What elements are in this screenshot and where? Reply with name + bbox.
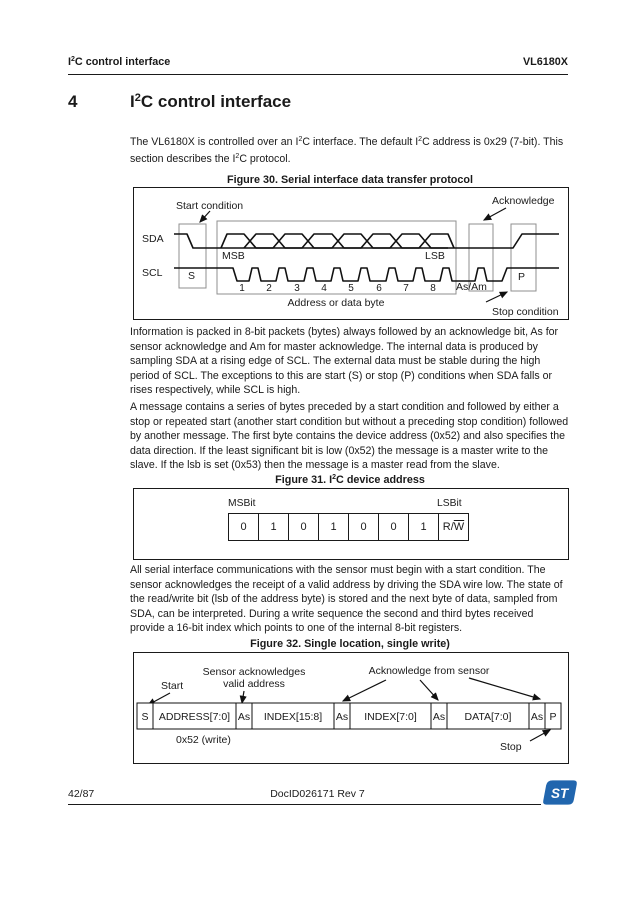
header-left-text: I (68, 56, 71, 68)
bit-number: 8 (430, 283, 436, 294)
scl-label: SCL (142, 267, 163, 279)
cell-as4-text: As (530, 711, 544, 723)
bit-number: 3 (294, 283, 300, 294)
sensor-ack-arrow (242, 691, 244, 703)
header-rule (68, 74, 568, 75)
cell-index-high-text: INDEX[15:8] (263, 711, 323, 723)
read-write-bit: R/ $\overline{W}$ (438, 513, 469, 541)
cell-as1-text: As (237, 711, 251, 723)
cell-index-low-text: INDEX[7:0] (364, 711, 417, 723)
bit-number: 6 (376, 283, 382, 294)
figure-30-caption: Figure 30. Serial interface data transfer protocol (226, 174, 473, 186)
address-bit: 1 (408, 513, 439, 541)
address-bit: 0 (228, 513, 259, 541)
section-title-rest: C control interface (140, 92, 292, 111)
addr-note-label: 0x52 (write) (176, 734, 231, 746)
figure-32 (133, 652, 569, 764)
figure-32-diagram (134, 653, 568, 763)
figure-32-caption: Figure 32. Single location, single write) (250, 638, 450, 650)
footer-rule (68, 804, 541, 805)
stop-condition-arrow (486, 292, 507, 302)
start-condition-label: Start condition (176, 200, 244, 212)
section-title-pre: I (130, 92, 135, 111)
scl-waveform (174, 268, 559, 281)
section-title (130, 92, 291, 112)
byte-box (217, 221, 456, 294)
bit-number: 4 (321, 283, 327, 294)
paragraph-message: A message contains a series of bytes preceded by a start condition and followed by either a stop or repeated start (another start condition but without a preceding stop condition) followed by another message. The first byte contains the device address (0x52) and also specifies the data direction. If the least significant bit is low (0x52) the message is a master write to the slave. If the lsb is set (0x53) then the message is a master read from the slave. (130, 401, 569, 471)
stop-condition-label: Stop condition (492, 306, 559, 318)
bit-number: 5 (348, 283, 354, 294)
start-label: Start (161, 680, 184, 692)
address-bit: 0 (378, 513, 409, 541)
bit-number: 1 (239, 283, 245, 294)
bit-number: 2 (266, 283, 272, 294)
lsbit-label: LSBit (437, 498, 462, 509)
section-number: 4 (68, 92, 78, 111)
paragraph-packets: Information is packed in 8-bit packets (bytes) always followed by an acknowledge bit, As for sensor acknowledge and Am for master acknowledge. The internal data is produced by sampling SDA at a rising edge of SCL. The external data must be stable during the high period of SCL. The exceptions to this are start (S) or stop (P) conditions when SDA falls or rises respectively, while SCL is high. (130, 326, 559, 396)
stop-label: Stop (500, 741, 522, 753)
ack-arrow-3 (469, 678, 540, 699)
msb-label: MSB (222, 250, 245, 262)
start-condition-arrow (200, 211, 210, 222)
sda-label: SDA (142, 233, 164, 245)
bit-number: 7 (403, 283, 409, 294)
sensor-ack-label-line2: valid address (223, 678, 285, 690)
device-address-bits (228, 513, 469, 541)
cell-address-text: ADDRESS[7:0] (158, 711, 231, 723)
lsb-label: LSB (425, 250, 445, 262)
footer-page-number: 42/87 (68, 788, 95, 800)
as-am-label: As/Am (456, 281, 487, 293)
figure-31 (133, 488, 569, 560)
address-bit: 0 (348, 513, 379, 541)
footer-doc-id: DocID026171 Rev 7 (270, 788, 365, 800)
msbit-label: MSBit (228, 498, 256, 509)
cell-start-text: S (141, 711, 149, 723)
start-bit-label: S (188, 270, 196, 282)
header-left-rest: C control interface (74, 56, 171, 68)
ack-from-sensor-label: Acknowledge from sensor (368, 665, 490, 677)
address-or-data-label: Address or data byte (287, 297, 385, 309)
address-bit: 1 (258, 513, 289, 541)
st-logo (542, 779, 578, 811)
cell-data-text: DATA[7:0] (464, 711, 512, 723)
cell-stop-text: P (549, 711, 557, 723)
stop-arrow (530, 730, 550, 741)
figure-30 (133, 187, 569, 320)
intro-paragraph: The VL6180X is controlled over an $I^2C$ interface. The default $I^2C$ address is 0x29 (7-bit). This section describes the $I^2C$ protocol. (130, 136, 564, 165)
header-right-product: VL6180X (522, 56, 568, 68)
section-title-sup: 2 (134, 92, 141, 104)
header-left-sup: 2 (71, 56, 75, 63)
address-bit: 1 (318, 513, 349, 541)
header-left (68, 56, 170, 68)
ack-arrow-2 (420, 680, 438, 700)
acknowledge-label: Acknowledge (492, 195, 555, 207)
stop-bit-label: P (518, 271, 526, 283)
figure-31-caption: Figure 31. $I^2C$ device address (275, 474, 425, 486)
ack-arrow-1 (343, 680, 386, 701)
cell-as2-text: As (335, 711, 349, 723)
sensor-ack-label-line1: Sensor acknowledges (202, 666, 306, 678)
st-logo-text: ST (551, 785, 569, 801)
address-bit: 0 (288, 513, 319, 541)
figure-30-diagram (134, 188, 568, 319)
cell-as3-text: As (432, 711, 446, 723)
paragraph-serial-comms: All serial interface communications with the sensor must begin with a start condition. The sensor acknowledges the receipt of a valid address by driving the SDA wire low. The state of the read/write bit (lsb of the address byte) is stored and the next byte of data, sampled from SDA, can be interpreted. During a write sequence the second and third bytes received provide a 16-bit index which points to one of the internal 8-bit registers. (130, 564, 563, 634)
acknowledge-arrow (484, 208, 506, 220)
